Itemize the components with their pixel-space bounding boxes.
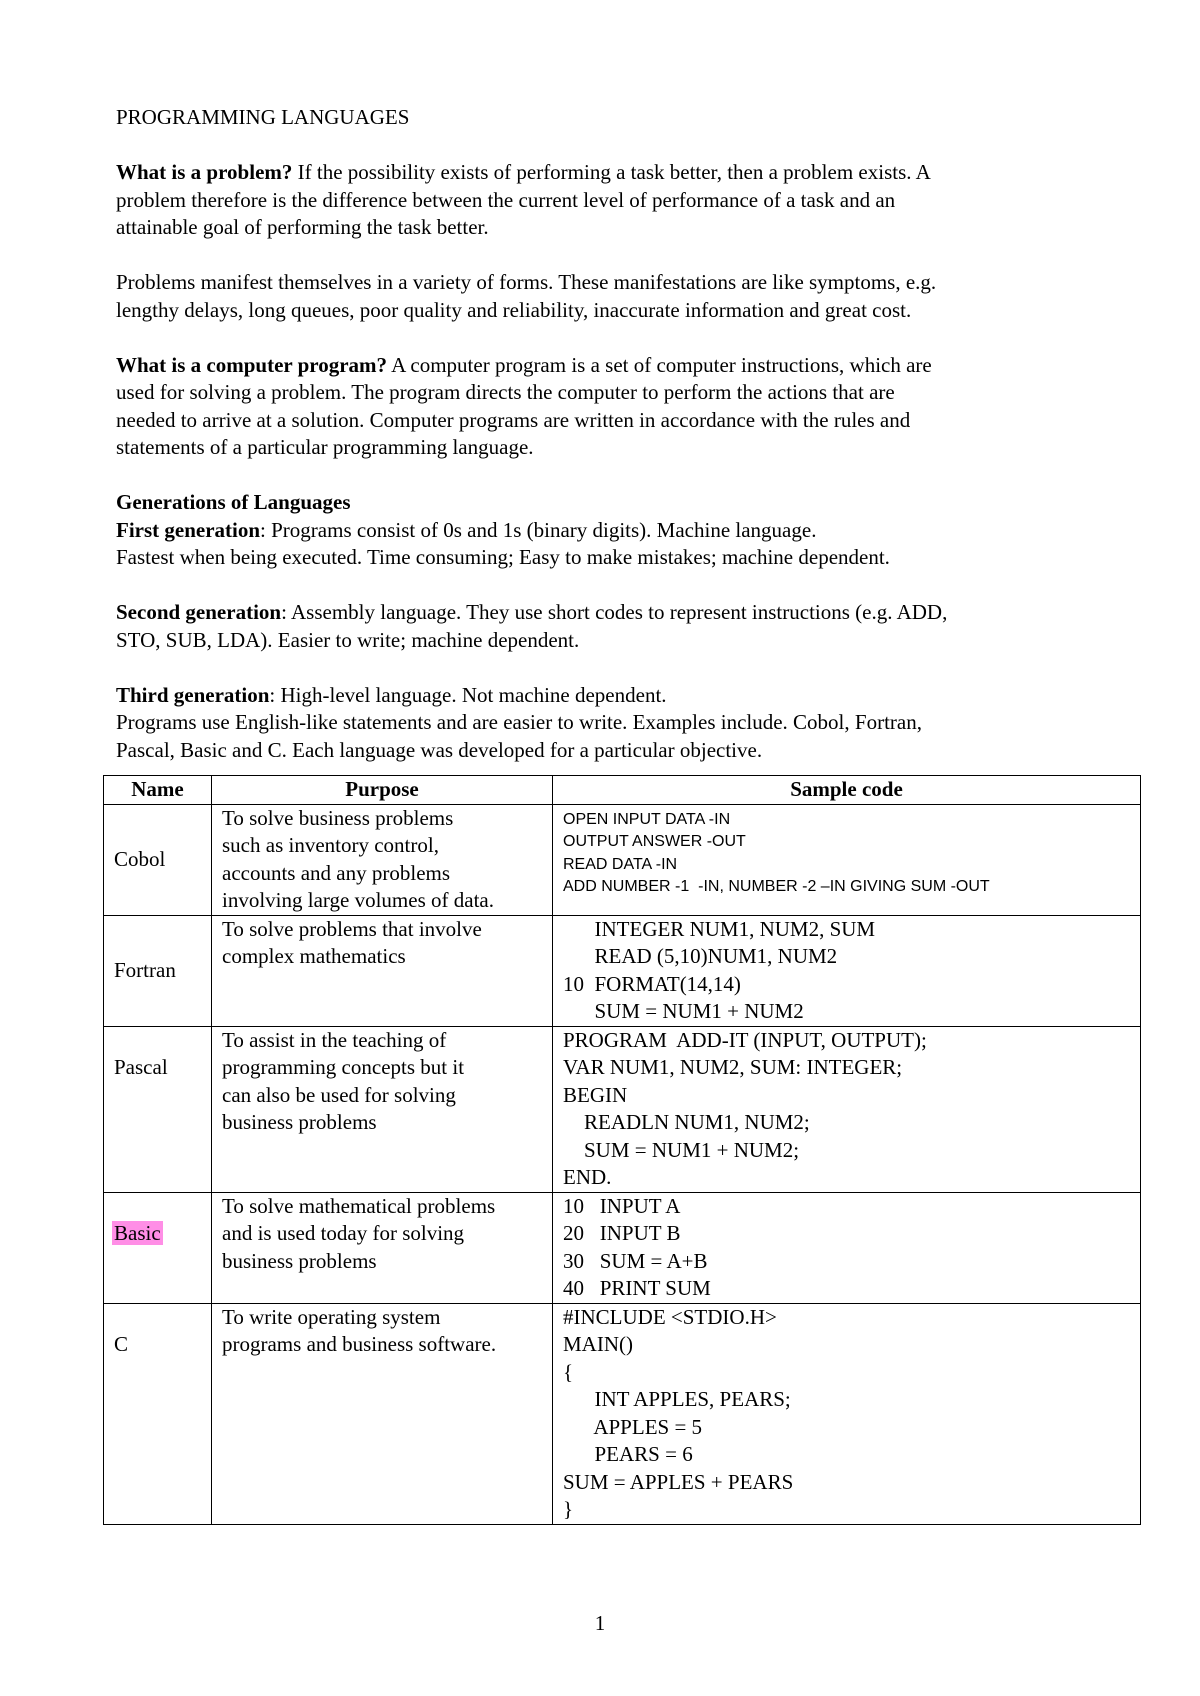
manifest-paragraph: Problems manifest themselves in a variety of forms. These manifestations are like symptoms, e.g. lengthy delays, long queues, poor quality and reliability, inaccurate information and great cost. (116, 270, 937, 322)
document-body (116, 104, 1096, 764)
cell-name: Pascal (104, 1026, 212, 1192)
cell-purpose: To solve business problems such as inventory control, accounts and any problems involving large volumes of data. (212, 804, 553, 915)
page-title: PROGRAMMING LANGUAGES (116, 105, 410, 129)
cell-code: PROGRAM ADD-IT (INPUT, OUTPUT); VAR NUM1, NUM2, SUM: INTEGER; BEGIN READLN NUM1, NUM2; SUM = NUM1 + NUM2; END. (553, 1026, 1141, 1192)
languages-table (103, 775, 1141, 1525)
third-generation: Third generation: High-level language. Not machine dependent. Programs use English-like statements and are easier to write. Examples include. Cobol, Fortran, Pascal, Basic and C. Each language was developed for a particular objective. (116, 682, 922, 762)
problem-paragraph: What is a problem? If the possibility exists of performing a task better, then a problem exists. A problem therefore is the difference between the current level of performance of a task and an attainable goal of performing the task better. (116, 160, 931, 239)
cell-purpose: To assist in the teaching of programming concepts but it can also be used for solving business problems (212, 1026, 553, 1192)
problem-heading: What is a problem? (116, 160, 293, 184)
table-header-row (104, 776, 1141, 805)
header-purpose: Purpose (212, 776, 553, 805)
table-row-cobol (104, 804, 1141, 915)
cell-name: C (104, 1303, 212, 1524)
table-row-c (104, 1303, 1141, 1524)
table-row-fortran (104, 915, 1141, 1026)
header-name: Name (104, 776, 212, 805)
cell-code: OPEN INPUT DATA -IN OUTPUT ANSWER -OUT READ DATA -IN ADD NUMBER -1 -IN, NUMBER -2 –IN GIVING SUM -OUT (553, 804, 1141, 915)
page-number: 1 (594, 1611, 606, 1635)
header-sample-code: Sample code (553, 776, 1141, 805)
cell-purpose: To solve mathematical problems and is used today for solving business problems (212, 1192, 553, 1303)
second-generation: Second generation: Assembly language. They use short codes to represent instructions (e.g. ADD, STO, SUB, LDA). Easier to write; machine dependent. (116, 600, 948, 652)
cell-name: Fortran (104, 915, 212, 1026)
cell-name: Cobol (104, 804, 212, 915)
table-row-basic (104, 1192, 1141, 1303)
cell-purpose: To solve problems that involve complex mathematics (212, 915, 553, 1026)
program-paragraph: What is a computer program? A computer program is a set of computer instructions, which are used for solving a problem. The program directs the computer to perform the actions that are needed to arrive at a solution. Computer programs are written in accordance with the rules and statements of a particular programming language. (116, 352, 932, 459)
cell-code: #INCLUDE <STDIO.H> MAIN() { INT APPLES, PEARS; APPLES = 5 PEARS = 6 SUM = APPLES + PEARS } (553, 1303, 1141, 1524)
first-generation: Generations of Languages First generation: Programs consist of 0s and 1s (binary digits). Machine language. Fastest when being executed. Time consuming; Easy to make mistakes; machine dependent. (116, 490, 890, 569)
cell-name (104, 1192, 212, 1303)
program-heading: What is a computer program? (116, 352, 388, 377)
generations-heading: Generations of Languages (116, 490, 351, 514)
highlighted-name: Basic (114, 1220, 161, 1245)
cell-code: INTEGER NUM1, NUM2, SUM READ (5,10)NUM1, NUM2 10 FORMAT(14,14) SUM = NUM1 + NUM2 (553, 915, 1141, 1026)
cell-purpose: To write operating system programs and business software. (212, 1303, 553, 1524)
cell-code: 10 INPUT A 20 INPUT B 30 SUM = A+B 40 PRINT SUM (553, 1192, 1141, 1303)
table-row-pascal (104, 1026, 1141, 1192)
